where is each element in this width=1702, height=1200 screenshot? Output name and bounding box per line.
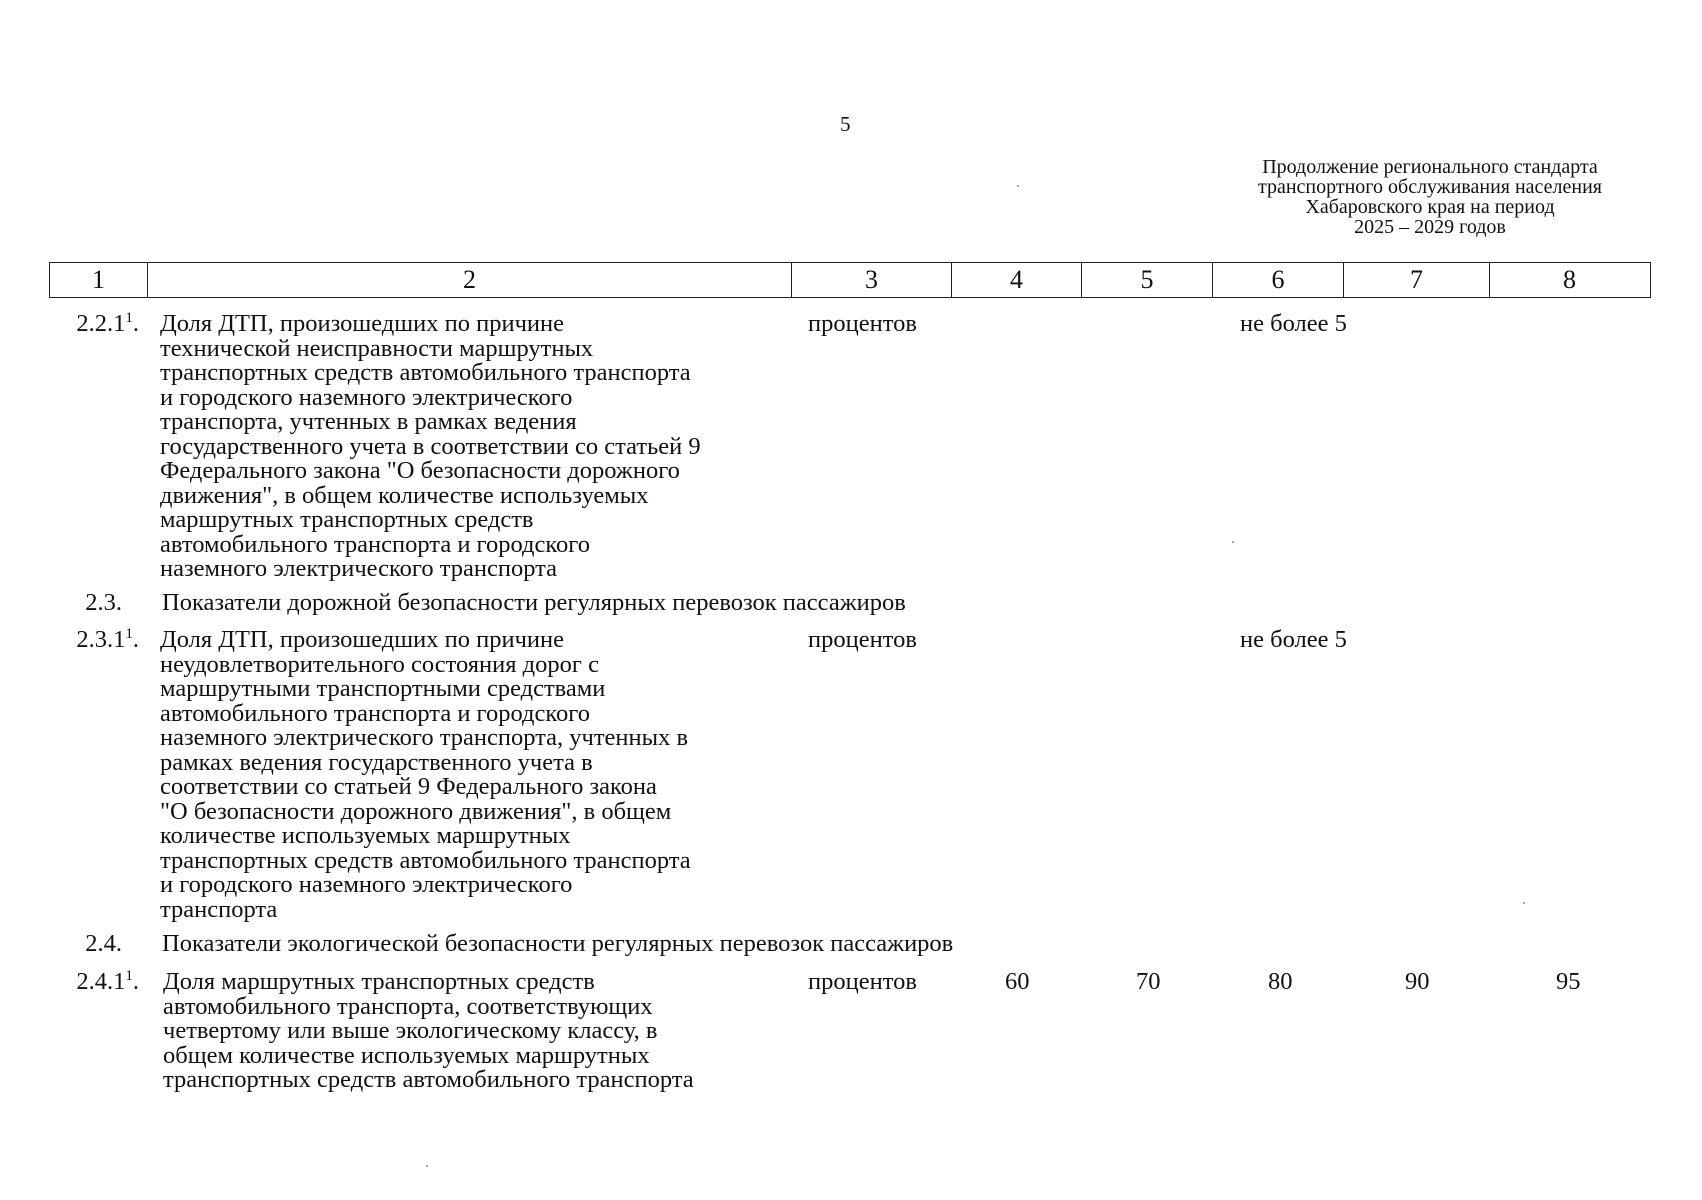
row-unit: процентов [808,626,917,653]
continuation-line: Хабаровского края на период [1305,196,1555,218]
desc-line: Федерального закона "О безопасности дорожного [160,457,680,484]
desc-line: четвертому или выше экологическому классу, в [163,1017,658,1044]
row-value-col-7: 90 [1405,968,1430,995]
desc-line: автомобильного транспорта, соответствующих [163,992,653,1020]
row-description [160,628,800,922]
desc-line: общем количестве используемых маршрутных [163,1041,650,1069]
desc-line: транспорта [160,895,278,923]
header-col-2: 2 [148,263,792,297]
desc-line: Доля маршрутных транспортных средств [163,968,595,995]
row-unit: процентов [808,310,917,337]
desc-line: движения", в общем количестве используемых [160,481,649,509]
row-value-col-5: 70 [1136,968,1161,995]
row-number: 2.4.1$^1$. [76,967,139,995]
row-number: 2.2.1$^1$. [76,309,139,337]
desc-line: Доля ДТП, произошедших по причине [160,310,564,337]
row-description [163,970,803,1093]
row-value: не более 5 [1240,310,1347,337]
header-col-7: 7 [1344,263,1490,297]
table-header-row [49,262,1651,298]
continuation-line: 2025 – 2029 годов [1354,216,1506,238]
section-number: 2.3. [85,589,122,616]
desc-line: автомобильного транспорта и городского [160,699,590,727]
desc-line: неудовлетворительного состояния дорог с [160,650,599,678]
desc-line: транспортных средств автомобильного транспорта [160,846,691,874]
desc-line: наземного электрического транспорта [160,555,558,582]
continuation-line: Продолжение регионального стандарта [1262,156,1598,178]
row-number: 2.3.1$^1$. [76,625,139,653]
row-value-col-6: 80 [1268,968,1293,995]
continuation-title [1210,157,1650,237]
section-title: Показатели дорожной безопасности регулярных перевозок пассажиров [162,589,906,616]
header-col-5: 5 [1082,263,1213,297]
desc-line: и городского наземного электрического [160,383,573,411]
row-value-col-8: 95 [1556,968,1581,995]
desc-line: соответствии со статьей 9 Федерального закона [160,773,657,800]
scan-speck [1017,185,1019,187]
desc-line: "О безопасности дорожного движения", в общем [160,797,672,825]
row-unit: процентов [808,968,917,995]
desc-line: наземного электрического транспорта, учтенных в [160,724,689,751]
desc-line: государственного учета в соответствии со статьей 9 [160,432,701,460]
header-col-4: 4 [952,263,1082,297]
scan-speck [1523,902,1525,904]
scan-speck [426,1165,428,1167]
row-value: не более 5 [1240,626,1347,653]
desc-line: Доля ДТП, произошедших по причине [160,626,564,653]
desc-line: маршрутных транспортных средств [160,506,534,533]
row-value-col-4: 60 [1005,968,1030,995]
header-col-6: 6 [1213,263,1344,297]
page-number: 5 [840,112,851,136]
header-col-1: 1 [50,263,148,297]
desc-line: транспортных средств автомобильного транспорта [163,1066,694,1093]
header-col-8: 8 [1563,265,1576,294]
header-col-3: 3 [792,263,952,297]
desc-line: маршрутными транспортными средствами [160,675,606,702]
desc-line: транспорта, учтенных в рамках ведения [160,408,577,435]
section-title: Показатели экологической безопасности регулярных перевозок пассажиров [162,930,954,957]
desc-line: автомобильного транспорта и городского [160,530,590,558]
desc-line: и городского наземного электрического [160,871,573,898]
desc-line: рамках ведения государственного учета в [160,748,593,776]
row-description [160,312,800,582]
continuation-line: транспортного обслуживания населения [1257,176,1603,198]
section-number: 2.4. [85,930,122,957]
desc-line: количестве используемых маршрутных [160,822,571,849]
scan-speck [1232,541,1234,543]
desc-line: технической неисправности маршрутных [160,334,594,362]
desc-line: транспортных средств автомобильного транспорта [160,359,691,386]
